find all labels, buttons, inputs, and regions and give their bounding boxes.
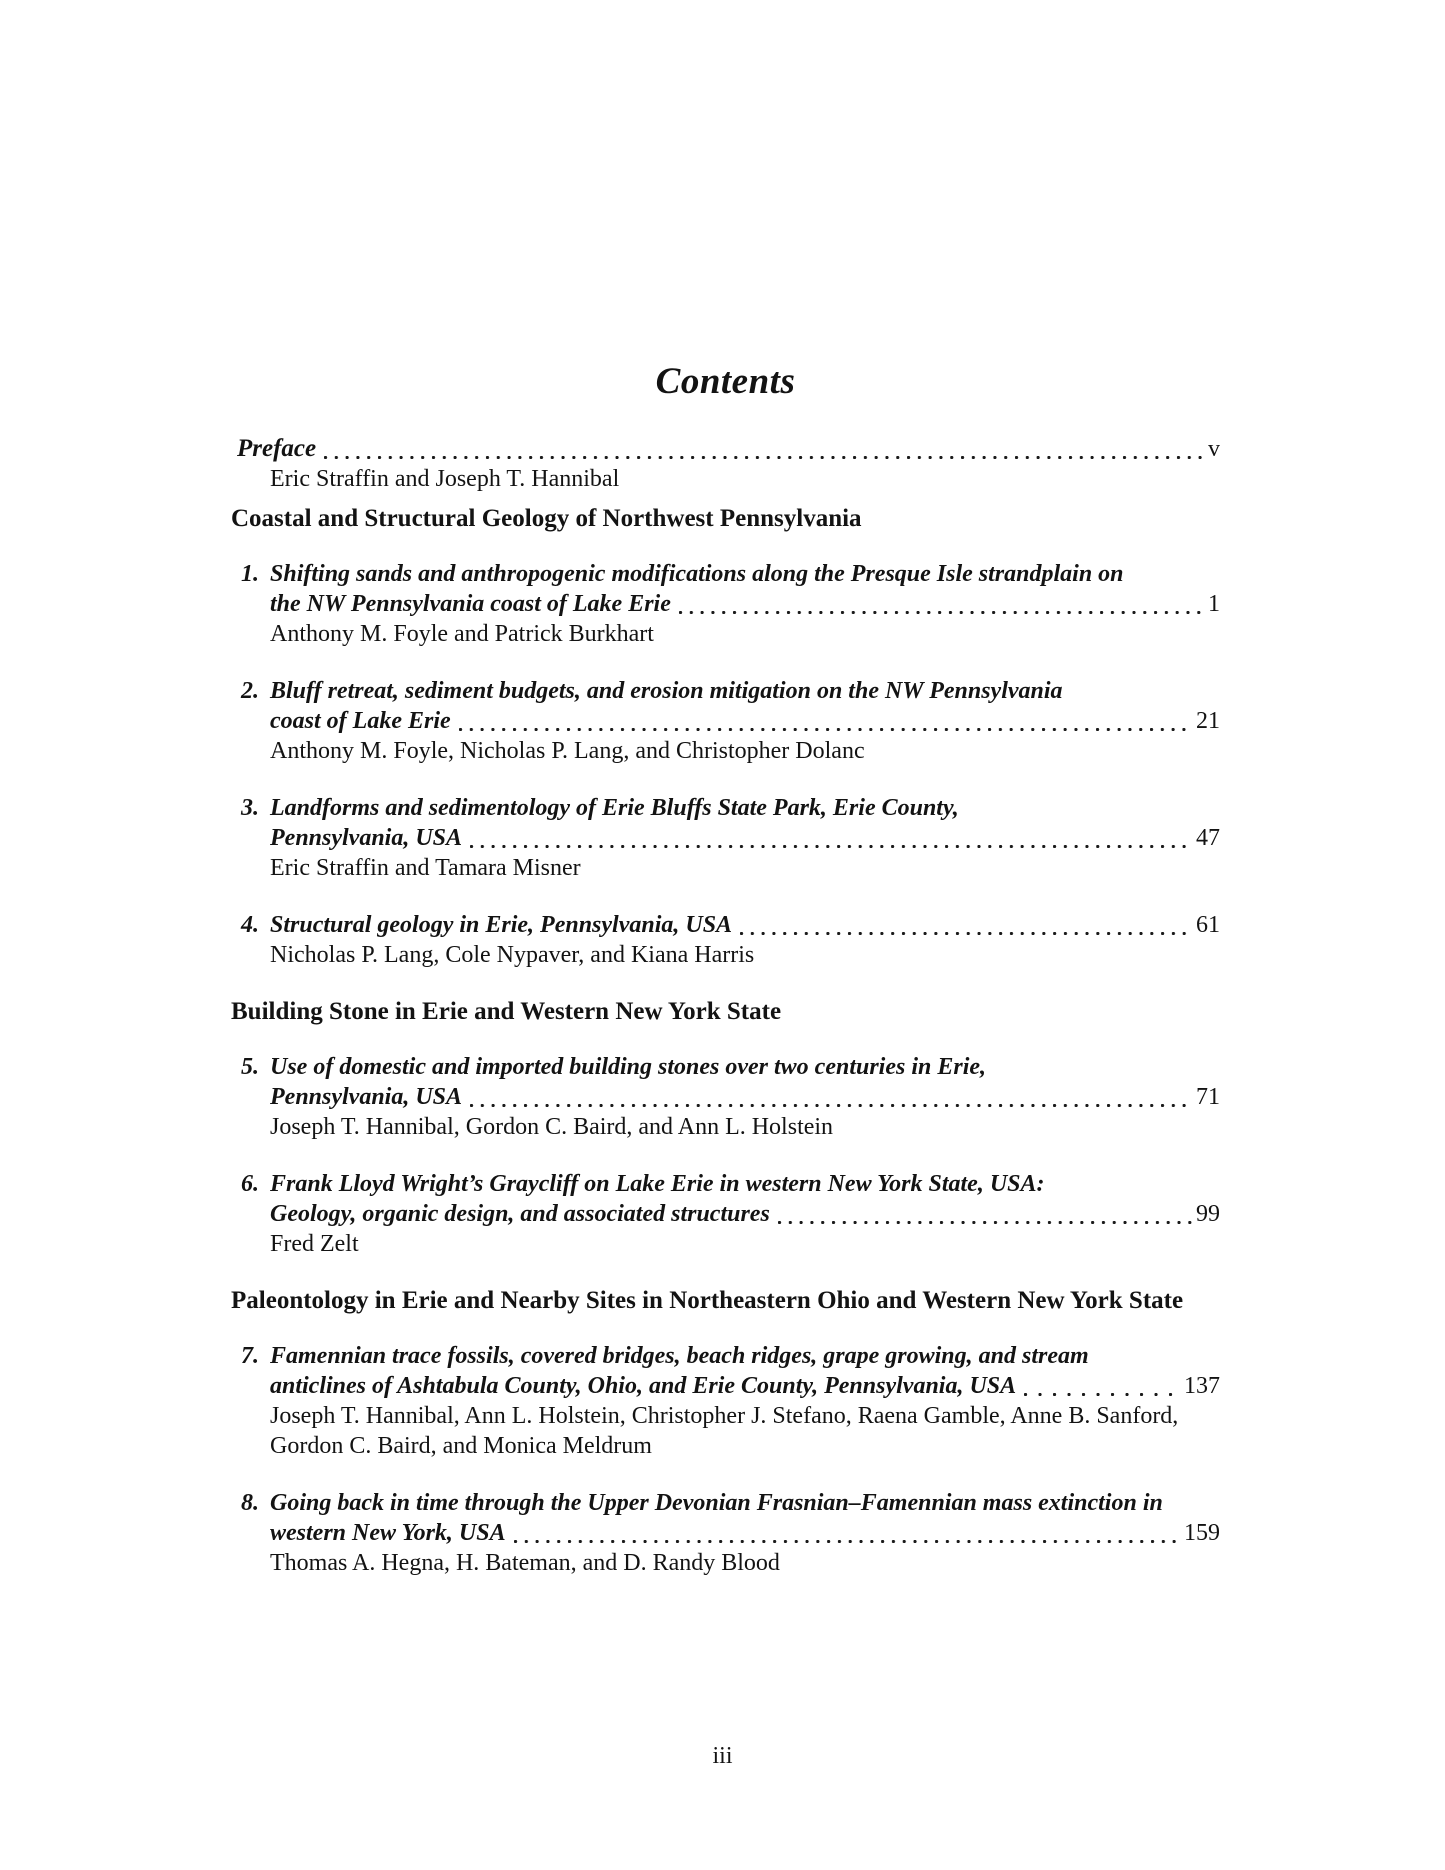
entry-number: 3. [241, 795, 259, 821]
toc-entry-3 [241, 793, 1220, 883]
entry-title-line: Landforms and sedimentology of Erie Bluffs State Park, Erie County, [270, 795, 959, 821]
preface-line [237, 434, 1220, 464]
entry-authors: Eric Straffin and Tamara Misner [270, 855, 581, 881]
entry-number: 5. [241, 1054, 259, 1080]
entry-page-number: 21 [1196, 708, 1220, 734]
section-heading-paleontology: Paleontology in Erie and Nearby Sites in Northeastern Ohio and Western New York State [231, 1287, 1184, 1314]
folio-page-number: iii [712, 1743, 733, 1769]
entry-body [270, 559, 1220, 649]
dot-leader [778, 1221, 1193, 1224]
entry-authors: Thomas A. Hegna, H. Bateman, and D. Randy Blood [270, 1550, 780, 1576]
toc-entry-4 [241, 910, 1220, 970]
toc-entry-1 [241, 559, 1220, 649]
entry-title-pageline [270, 1371, 1220, 1401]
entry-title-line: Use of domestic and imported building stones over two centuries in Erie, [270, 1054, 987, 1080]
section-heading-coastal: Coastal and Structural Geology of Northwest Pennsylvania [231, 505, 862, 532]
entry-title-line: Structural geology in Erie, Pennsylvania, USA [270, 912, 733, 938]
entry-number: 7. [241, 1343, 259, 1369]
entry-title-pageline [270, 1518, 1220, 1548]
entry-page-number: 71 [1196, 1084, 1220, 1110]
entry-page-number: 61 [1196, 912, 1220, 938]
preface-entry [237, 434, 1220, 494]
preface-authors: Eric Straffin and Joseph T. Hannibal [270, 466, 620, 492]
entry-body [270, 1488, 1220, 1578]
entry-number: 1. [241, 561, 259, 587]
entry-authors: Nicholas P. Lang, Cole Nypaver, and Kiana Harris [270, 942, 755, 968]
toc-entry-5 [241, 1052, 1220, 1142]
dot-leader [470, 1104, 1193, 1107]
entry-page-number: 99 [1196, 1201, 1220, 1227]
dot-leader [514, 1540, 1181, 1543]
entry-title-line: the NW Pennsylvania coast of Lake Erie [270, 591, 671, 617]
toc-entry-8 [241, 1488, 1220, 1578]
entry-title-line: Going back in time through the Upper Devonian Frasnian–Famennian mass extinction in [270, 1490, 1163, 1516]
entry-body [270, 676, 1220, 766]
entry-authors: Joseph T. Hannibal, Ann L. Holstein, Christopher J. Stefano, Raena Gamble, Anne B. Sanford, [270, 1403, 1179, 1429]
entry-number: 8. [241, 1490, 259, 1516]
entry-title-pageline [270, 706, 1220, 736]
entry-title-pageline [270, 823, 1220, 853]
entry-title-line: Famennian trace fossils, covered bridges, beach ridges, grape growing, and stream [270, 1343, 1089, 1369]
entry-page-number: 47 [1196, 825, 1220, 851]
entry-title-line: Frank Lloyd Wright’s Graycliff on Lake Erie in western New York State, USA: [270, 1171, 1045, 1197]
entry-title-pageline [270, 1082, 1220, 1112]
entry-title-pageline [270, 1199, 1220, 1229]
entry-authors: Fred Zelt [270, 1231, 359, 1257]
toc-entry-6 [241, 1169, 1220, 1259]
entry-page-number: 137 [1184, 1373, 1220, 1399]
toc-content-column [231, 360, 1220, 1605]
preface-page-number: v [1208, 436, 1220, 462]
entry-page-number: 159 [1184, 1520, 1220, 1546]
entry-title-line: Bluff retreat, sediment budgets, and erosion mitigation on the NW Pennsylvania [270, 678, 1063, 704]
entry-body [270, 1341, 1220, 1461]
entry-title-line: anticlines of Ashtabula County, Ohio, and Erie County, Pennsylvania, USA [270, 1373, 1017, 1399]
entry-authors: Anthony M. Foyle and Patrick Burkhart [270, 621, 654, 647]
section-heading-building-stone: Building Stone in Erie and Western New York State [231, 998, 782, 1025]
entry-number: 4. [241, 912, 259, 938]
entry-body [270, 910, 1220, 970]
dot-leader [470, 845, 1193, 848]
entry-authors: Anthony M. Foyle, Nicholas P. Lang, and Christopher Dolanc [270, 738, 865, 764]
entry-body [270, 1052, 1220, 1142]
page-title: Contents [655, 361, 796, 402]
entry-title-pageline [270, 589, 1220, 619]
entry-authors: Joseph T. Hannibal, Gordon C. Baird, and Ann L. Holstein [270, 1114, 834, 1140]
toc-entry-7 [241, 1341, 1220, 1461]
dot-leader [679, 611, 1205, 614]
entry-number: 2. [241, 678, 259, 704]
entry-title-line: Geology, organic design, and associated structures [270, 1201, 770, 1227]
entry-body [270, 793, 1220, 883]
entry-title-line: Pennsylvania, USA [270, 1084, 463, 1110]
entry-title-line: coast of Lake Erie [270, 708, 451, 734]
entry-authors: Gordon C. Baird, and Monica Meldrum [270, 1433, 652, 1459]
dot-leader [740, 932, 1193, 935]
preface-label: Preface [237, 435, 317, 462]
entry-number: 6. [241, 1171, 259, 1197]
dot-leader [324, 456, 1205, 459]
dot-leader [1024, 1393, 1181, 1396]
dot-leader [459, 728, 1193, 731]
entry-title-pageline [270, 910, 1220, 940]
entry-page-number: 1 [1208, 591, 1220, 617]
toc-entry-2 [241, 676, 1220, 766]
entry-title-line: western New York, USA [270, 1520, 506, 1546]
entry-title-line: Shifting sands and anthropogenic modifications along the Presque Isle strandplain on [270, 561, 1124, 587]
entry-body [270, 1169, 1220, 1259]
entry-title-line: Pennsylvania, USA [270, 825, 463, 851]
